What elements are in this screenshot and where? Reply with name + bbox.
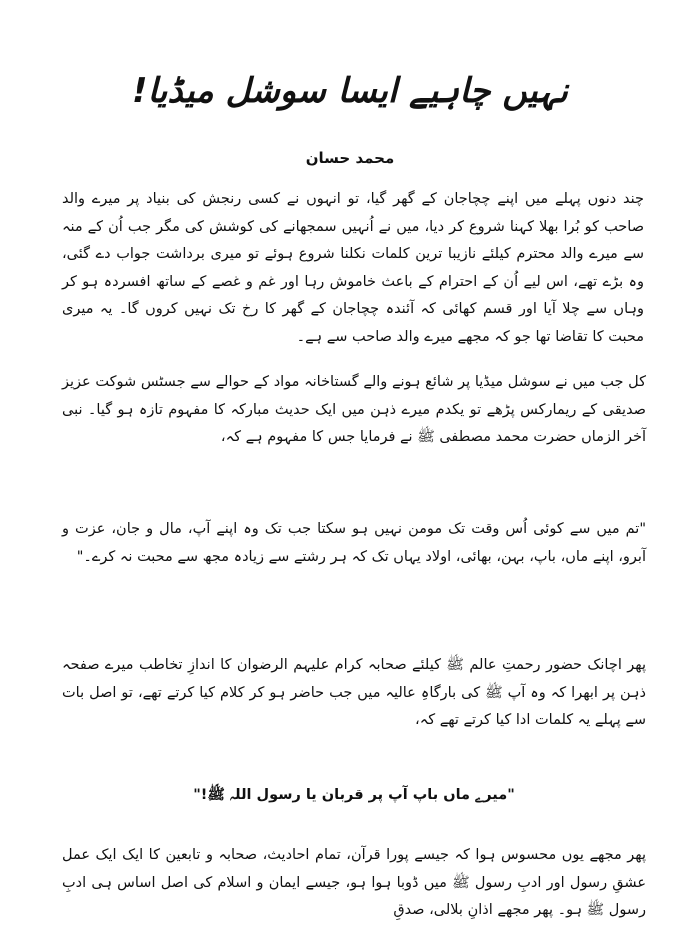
sahaba-quote: "میرے ماں باپ آپ پر قربان یا رسول اللہ ﷺ!" bbox=[193, 787, 515, 803]
paragraph-3: پھر اچانک حضور رحمتِ عالم ﷺ کیلئے صحابہ کرام علیہم الرضوان کا اندازِ تخاطب میرے صفحہ ذہن پر ابھرا کہ وہ آپ ﷺ کی بارگاہِ عالیہ میں جب حاضر ہو کر کلام کیا کرتے تھے، تو اصل بات سے پہلے یہ کلمات ادا کیا کرتے تھے کہ، bbox=[62, 657, 646, 728]
paragraph-1: چند دنوں پہلے میں اپنے چچاجان کے گھر گیا، تو انہوں نے کسی رنجش کی بنیاد پر میرے والد صاحب کو بُرا بھلا کہنا شروع کر دیا، میں نے اُنہیں سمجھانے کی کوشش کی مگر جب اُن کے منہ سے میرے والد محترم کیلئے نازیبا ترین کلمات نکلنا شروع ہوئے تو میری برداشت جواب دے گئی، وہ بڑے تھے، اس لیے اُن کے احترام کے باعث خاموش رہا اور غم و غصے کے ساتھ افسردہ ہو کر وہاں سے چلا آیا اور قسم کھائی کہ آئندہ چچاجان کے گھر کا رخ تک نہیں کروں گا۔ یہ میری محبت کا تقاضا تھا جو کہ مجھے میرے والد صاحب سے ہے۔ bbox=[62, 191, 644, 345]
hadith-quote: "تم میں سے کوئی اُس وقت تک مومن نہیں ہو سکتا جب تک وہ اپنے آپ، مال و جان، عزت و آبرو، اپنے ماں، باپ، بہن، بھائی، اولاد یہاں تک کہ ہر رشتے سے زیادہ مجھ سے محبت نہ کرے۔" bbox=[62, 521, 646, 565]
article-title: نہیں چاہیے ایسا سوشل میڈیا! bbox=[132, 71, 568, 111]
paragraph-4: پھر مجھے یوں محسوس ہوا کہ جیسے پورا قرآن، تمام احادیث، صحابہ و تابعین کا ایک ایک عمل عشقِ رسول اور ادبِ رسول ﷺ میں ڈوبا ہوا ہو، جیسے ایمان و اسلام کی اصل اساس ہی ادبِ رسول ﷺ ہو۔ پھر مجھے اذانِ بلالی، صدقِ bbox=[62, 847, 646, 918]
article-author: محمد حسان bbox=[305, 149, 395, 167]
paragraph-2: کل جب میں نے سوشل میڈیا پر شائع ہونے والے گستاخانہ مواد کے حوالے سے جسٹس شوکت عزیز صدیقی کے ریمارکس پڑھے تو یکدم میرے ذہن میں ایک حدیث مبارکہ کا مفہوم تازہ ہو گیا۔ نبی آخر الزماں حضرت محمد مصطفی ﷺ نے فرمایا جس کا مفہوم ہے کہ، bbox=[62, 374, 646, 445]
